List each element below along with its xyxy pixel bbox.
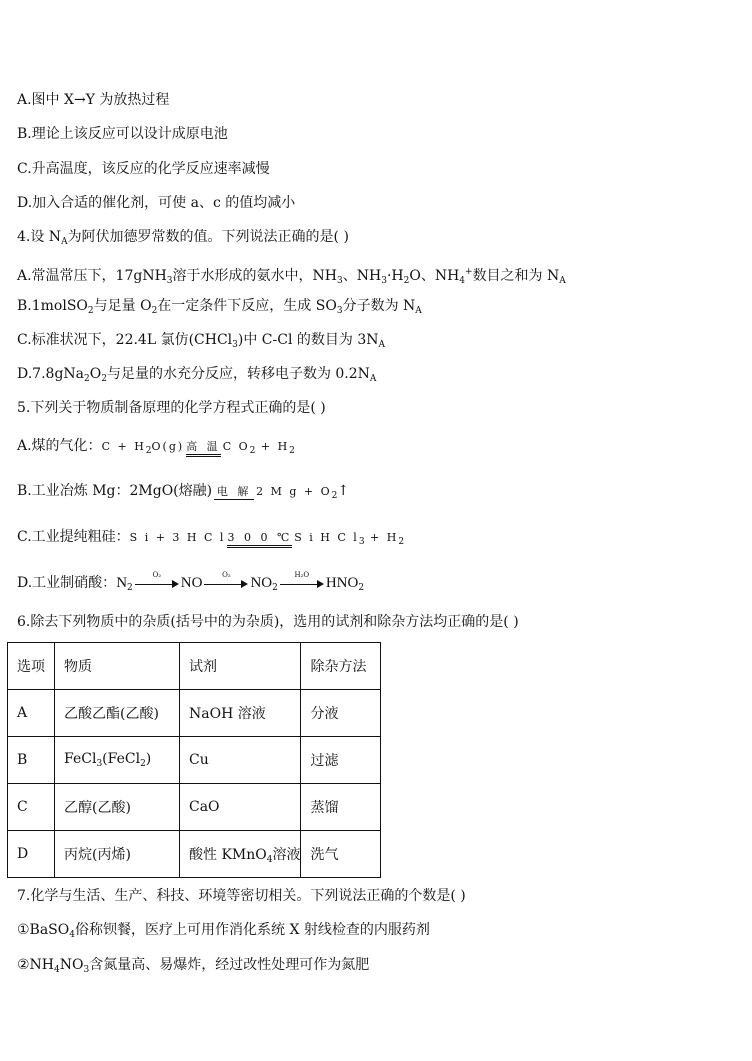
q3-option-b: B.理论上该反应可以设计成原电池: [17, 126, 228, 142]
table-cell: B: [8, 737, 55, 784]
q5-option-b: B.工业冶炼 Mg：2MgO(熔融) 电 解 2 M $g + O_2↑$: [17, 483, 350, 501]
reaction-arrow: H₂O: [280, 575, 324, 589]
reaction-condition: 3 0 0 ℃: [227, 532, 292, 548]
q6-table: [7, 642, 381, 878]
q4-option-d: $D.7.8gNa_2O_2$与足量的水充分反应，转移电子数为 $0.2N_A$: [17, 366, 377, 384]
reaction-condition: 电 解: [214, 486, 254, 500]
table-cell: Cu: [180, 737, 301, 784]
table-row: [8, 784, 381, 831]
q5-option-d: D.工业制硝酸：$N_2$ O₂ NO O₂ $NO_2$ H₂O $HNO_2$: [17, 571, 365, 593]
table-cell: 乙醇(乙酸): [55, 784, 180, 831]
q7-item-1: ①BaSO$_4$俗称钡餐，医疗上可用作消化系统 X 射线检查的内服药剂: [17, 922, 430, 940]
table-cell: 过滤: [301, 737, 381, 784]
q3-option-c: C.升高温度，该反应的化学反应速率减慢: [17, 161, 270, 177]
arrow-head-icon: [172, 580, 179, 588]
q4-option-b: B.1molSO$_2$与足量 $O_2$在一定条件下反应，生成 $SO_3$分子数为 $N_A$: [17, 298, 422, 316]
table-row: [8, 690, 381, 737]
q3-option-a: A.图中 X→Y 为放热过程: [17, 92, 170, 108]
table-header-cell: 试剂: [180, 643, 301, 690]
table-cell: A: [8, 690, 55, 737]
reaction-condition: 高 温: [186, 441, 221, 457]
table-cell: NaOH 溶液: [180, 690, 301, 737]
table-cell: 蒸馏: [301, 784, 381, 831]
table-cell: FeCl$_3$(FeCl$_2$): [55, 737, 180, 784]
q5-option-c: C.工业提纯粗硅：S i + 3 H C l 3 0 0 ℃ S i H C $l_3 + H_2$: [17, 529, 405, 547]
q5-option-a: A.煤的气化：$C + H_2O(g)$ 高 温 C $O_2 + H_2$: [17, 438, 295, 456]
table-header-cell: 物质: [55, 643, 180, 690]
table-cell: D: [8, 831, 55, 878]
q5-stem: 5.下列关于物质制备原理的化学方程式正确的是( ): [17, 400, 326, 416]
table-cell: 酸性 KMnO$_4$溶液: [180, 831, 301, 878]
q4-option-c: C.标准状况下，22.4L 氯仿(CHCl$_3$)中 C-Cl 的数目为 $3N_A$: [17, 332, 385, 350]
table-cell: C: [8, 784, 55, 831]
arrow-head-icon: [241, 580, 248, 588]
q7-stem: 7.化学与生活、生产、科技、环境等密切相关。下列说法正确的个数是( ): [17, 888, 466, 904]
table-cell: 乙酸乙酯(乙酸): [55, 690, 180, 737]
table-header-cell: 选项: [8, 643, 55, 690]
reaction-arrow: O₂: [204, 575, 248, 589]
table-header-cell: 除杂方法: [301, 643, 381, 690]
table-row: [8, 737, 381, 784]
table-cell: 分液: [301, 690, 381, 737]
table-cell: CaO: [180, 784, 301, 831]
table-row: [8, 831, 381, 878]
q4-stem: 4.设 $N_A$为阿伏加德罗常数的值。下列说法正确的是( ): [17, 229, 349, 247]
q3-option-d: D.加入合适的催化剂，可使 a、c 的值均减小: [17, 195, 296, 211]
q6-stem: 6.除去下列物质中的杂质(括号中的为杂质)，选用的试剂和除杂方法均正确的是( ): [17, 614, 519, 630]
table-cell: 丙烷(丙烯): [55, 831, 180, 878]
arrow-head-icon: [317, 580, 324, 588]
reaction-arrow: O₂: [135, 575, 179, 589]
table-header-row: [8, 643, 381, 690]
table-cell: 洗气: [301, 831, 381, 878]
q4-option-a: A.常温常压下，17gNH$_3$溶于水形成的氨水中，$NH_3$、$NH_3\cdot H_2O$、$NH_4^+$数目之和为 $N_A$: [17, 267, 566, 286]
q7-item-2: $②NH_4NO_3$含氮量高、易爆炸，经过改性处理可作为氮肥: [17, 957, 370, 975]
